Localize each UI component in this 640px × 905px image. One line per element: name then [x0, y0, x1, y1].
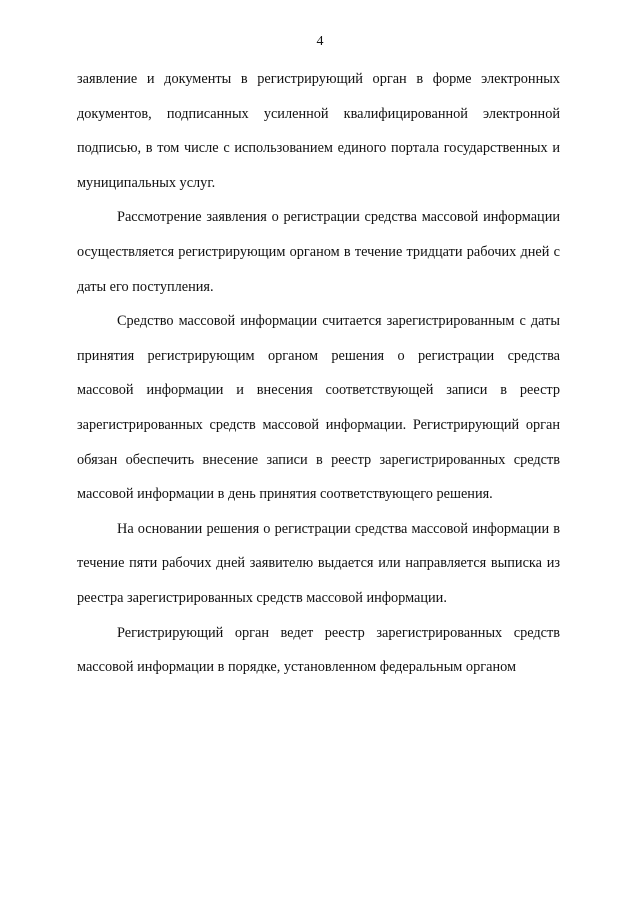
- paragraph-continuation: заявление и документы в регистрирующий орган в форме электронных документов, подписанных усиленной квалифицированной электронной подписью, в том числе с использованием единого портала государственных и муниципальных услуг.: [77, 71, 560, 191]
- paragraph-review-period: Рассмотрение заявления о регистрации средства массовой информации осуществляется регистрирующим органом в течение тридцати рабочих дней с даты его поступления.: [77, 209, 560, 295]
- page-number: 4: [316, 34, 324, 49]
- document-body: [77, 62, 560, 685]
- paragraph-registration-moment: Средство массовой информации считается зарегистрированным с даты принятия регистрирующим органом решения о регистрации средства массовой информации и внесения соответствующей записи в реестр зарегистрированных средств массовой информации. Регистрирующий орган обязан обеспечить внесение записи в реестр зарегистрированных средств массовой информации в день принятия соответствующего решения.: [77, 313, 560, 503]
- paragraph-registry-keeping: Регистрирующий орган ведет реестр зарегистрированных средств массовой информации в порядке, установленном федеральным органом: [77, 624, 560, 676]
- paragraph-registry-extract: На основании решения о регистрации средства массовой информации в течение пяти рабочих дней заявителю выдается или направляется выписка из реестра зарегистрированных средств массовой информации.: [77, 520, 560, 606]
